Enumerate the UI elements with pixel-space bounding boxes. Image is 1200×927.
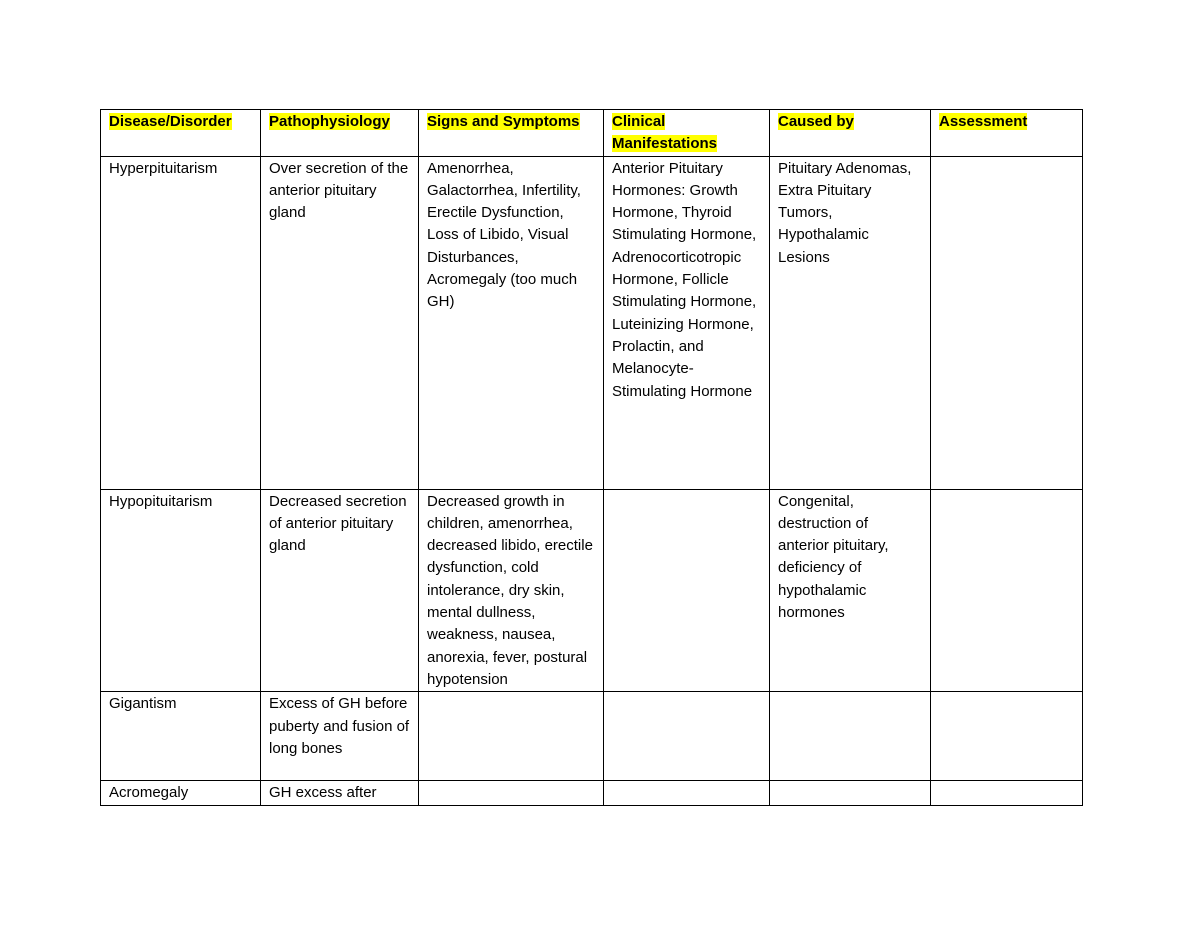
pituitary-disorders-table xyxy=(100,109,1083,806)
cell-clinical-manifestations xyxy=(604,692,770,781)
cell-signs-symptoms: Amenorrhea, Galactorrhea, Infertility, Erectile Dysfunction, Loss of Libido, Visual Disturbances, Acromegaly (too much GH) xyxy=(419,156,604,489)
cell-assessment xyxy=(931,781,1083,805)
header-label: Signs and Symptoms xyxy=(427,113,580,130)
cell-caused-by xyxy=(770,692,931,781)
header-label: Disease/Disorder xyxy=(109,113,232,130)
header-label: Clinical Manifestations xyxy=(612,113,718,153)
table-row xyxy=(101,781,1083,805)
header-label: Assessment xyxy=(939,113,1028,130)
cell-caused-by: Congenital, destruction of anterior pituitary, deficiency of hypothalamic hormones xyxy=(770,489,931,692)
header-caused-by xyxy=(770,110,931,157)
cell-assessment xyxy=(931,692,1083,781)
cell-assessment xyxy=(931,489,1083,692)
header-signs-and-symptoms xyxy=(419,110,604,157)
cell-disease: Acromegaly xyxy=(101,781,261,805)
header-pathophysiology xyxy=(261,110,419,157)
cell-signs-symptoms xyxy=(419,781,604,805)
cell-signs-symptoms xyxy=(419,692,604,781)
header-clinical-manifestations xyxy=(604,110,770,157)
cell-pathophysiology: GH excess after xyxy=(261,781,419,805)
cell-caused-by xyxy=(770,781,931,805)
cell-clinical-manifestations xyxy=(604,781,770,805)
cell-assessment xyxy=(931,156,1083,489)
cell-clinical-manifestations xyxy=(604,489,770,692)
cell-pathophysiology: Over secretion of the anterior pituitary gland xyxy=(261,156,419,489)
table-row xyxy=(101,489,1083,692)
cell-signs-symptoms: Decreased growth in children, amenorrhea, decreased libido, erectile dysfunction, cold intolerance, dry skin, mental dullness, weakness, nausea, anorexia, fever, postural hypotension xyxy=(419,489,604,692)
table-row xyxy=(101,692,1083,781)
cell-disease: Hypopituitarism xyxy=(101,489,261,692)
cell-caused-by: Pituitary Adenomas, Extra Pituitary Tumors, Hypothalamic Lesions xyxy=(770,156,931,489)
cell-pathophysiology: Excess of GH before puberty and fusion of long bones xyxy=(261,692,419,781)
header-label: Caused by xyxy=(778,113,854,130)
cell-disease: Hyperpituitarism xyxy=(101,156,261,489)
table-row xyxy=(101,156,1083,489)
header-assessment xyxy=(931,110,1083,157)
cell-pathophysiology: Decreased secretion of anterior pituitary gland xyxy=(261,489,419,692)
cell-clinical-manifestations: Anterior Pituitary Hormones: Growth Hormone, Thyroid Stimulating Hormone, Adrenocorticotropic Hormone, Follicle Stimulating Hormone, Luteinizing Hormone, Prolactin, and Melanocyte-Stimulating Hormone xyxy=(604,156,770,489)
header-disease-disorder xyxy=(101,110,261,157)
table-header-row xyxy=(101,110,1083,157)
cell-disease: Gigantism xyxy=(101,692,261,781)
header-label: Pathophysiology xyxy=(269,113,390,130)
